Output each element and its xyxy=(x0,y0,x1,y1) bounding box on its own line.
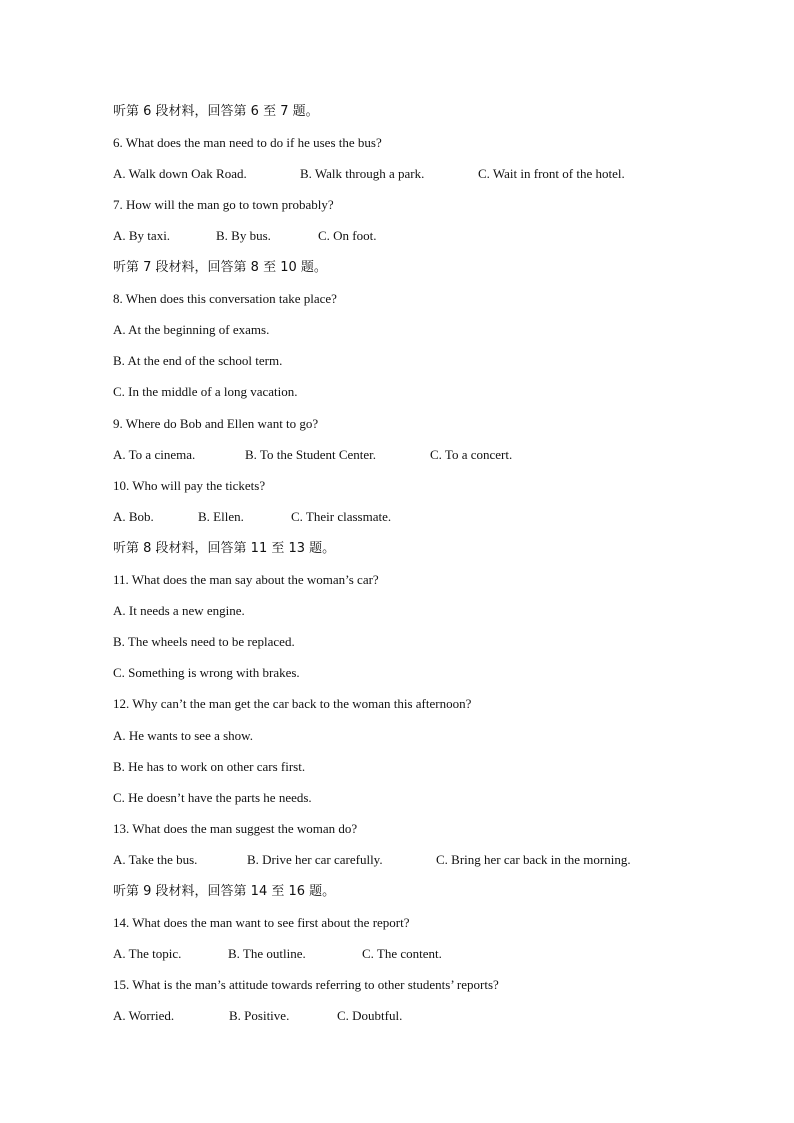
option-c: C. The content. xyxy=(362,946,442,961)
option-a: A. Bob. xyxy=(113,509,154,524)
question-stem: 15. What is the man’s attitude towards referring to other students’ reports? xyxy=(113,977,499,992)
question-stem: 13. What does the man suggest the woman do? xyxy=(113,821,358,836)
option-b: B. The outline. xyxy=(228,946,306,961)
option-a: A. By taxi. xyxy=(113,228,171,243)
option-c: C. To a concert. xyxy=(430,447,513,462)
question-stem: 12. Why can’t the man get the car back to the woman this afternoon? xyxy=(113,696,472,711)
option-a: A. At the beginning of exams. xyxy=(113,322,270,337)
option-a: A. To a cinema. xyxy=(113,447,196,462)
option-a: A. Walk down Oak Road. xyxy=(113,166,247,181)
option-row xyxy=(113,164,673,184)
question-stem: 8. When does this conversation take place? xyxy=(113,291,337,306)
option-c: C. Bring her car back in the morning. xyxy=(436,852,631,867)
option-a: A. Take the bus. xyxy=(113,852,198,867)
option-row xyxy=(113,226,673,246)
option-b: B. Positive. xyxy=(229,1008,290,1023)
section-heading: 听第 9 段材料，回答第 14 至 16 题。 xyxy=(113,884,336,899)
section-heading: 听第 8 段材料，回答第 11 至 13 题。 xyxy=(113,541,336,556)
option-b: B. Walk through a park. xyxy=(300,166,425,181)
option-c: C. Something is wrong with brakes. xyxy=(113,665,300,680)
section-heading: 听第 6 段材料，回答第 6 至 7 题。 xyxy=(113,104,319,119)
option-b: B. By bus. xyxy=(216,228,271,243)
option-row xyxy=(113,1006,673,1026)
option-c: C. On foot. xyxy=(318,228,377,243)
option-c: C. In the middle of a long vacation. xyxy=(113,384,298,399)
option-b: B. He has to work on other cars first. xyxy=(113,759,306,774)
question-stem: 7. How will the man go to town probably? xyxy=(113,197,334,212)
option-b: B. To the Student Center. xyxy=(245,447,377,462)
option-c: C. He doesn’t have the parts he needs. xyxy=(113,790,312,805)
option-c: C. Wait in front of the hotel. xyxy=(478,166,625,181)
option-b: B. Drive her car carefully. xyxy=(247,852,383,867)
question-stem: 10. Who will pay the tickets? xyxy=(113,478,266,493)
option-b: B. The wheels need to be replaced. xyxy=(113,634,295,649)
option-row xyxy=(113,944,673,964)
question-stem: 11. What does the man say about the woman’s car? xyxy=(113,572,379,587)
option-b: B. Ellen. xyxy=(198,509,244,524)
option-a: A. The topic. xyxy=(113,946,182,961)
option-c: C. Their classmate. xyxy=(291,509,392,524)
section-heading: 听第 7 段材料，回答第 8 至 10 题。 xyxy=(113,260,327,275)
option-c: C. Doubtful. xyxy=(337,1008,403,1023)
option-a: A. Worried. xyxy=(113,1008,175,1023)
option-row xyxy=(113,507,673,527)
question-stem: 6. What does the man need to do if he uses the bus? xyxy=(113,135,382,150)
option-row xyxy=(113,850,673,870)
question-stem: 14. What does the man want to see first about the report? xyxy=(113,915,410,930)
option-a: A. He wants to see a show. xyxy=(113,728,253,743)
option-b: B. At the end of the school term. xyxy=(113,353,283,368)
option-a: A. It needs a new engine. xyxy=(113,603,245,618)
option-row xyxy=(113,445,673,465)
question-stem: 9. Where do Bob and Ellen want to go? xyxy=(113,416,319,431)
